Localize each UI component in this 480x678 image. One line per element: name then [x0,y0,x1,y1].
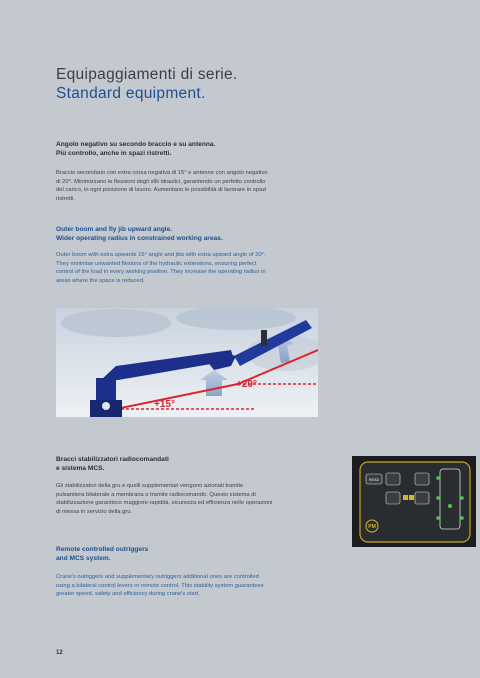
status-led-green [460,496,464,500]
status-led-green [436,496,440,500]
crane-hydraulic [261,330,267,346]
status-led-green [436,516,440,520]
angle-label-15: +15° [154,399,175,410]
panel-key [415,492,429,504]
heading-line: e sistema MCS. [56,465,105,472]
crane-angle-image [56,308,318,417]
read-button-label: READ [368,478,380,482]
section1-body-english [56,251,318,285]
panel-key [386,473,400,485]
body-line: Braccio secondario con extra corsa negativa di 15° e antenne con angolo negativo [56,170,268,176]
body-line: Crane's outriggers and supplementary outriggers additional ones are controlled [56,574,259,580]
body-line: They minimise unwanted flexions of the hydraulic extensions, ensuring perfect [56,260,257,267]
section1-heading-italian [56,140,326,158]
body-line: di messa in servizio della gru. [56,508,133,515]
indicator-yellow [409,495,414,500]
body-line: Gli stabilizzatori della gru e quelli supplementari vengono azionati tramite [56,483,244,489]
crane-pivot [102,402,110,410]
section1-heading-english [56,225,326,243]
status-led-green [436,476,440,480]
body-line: stabilizzazione garantisce maggiore rapidità, sicurezza ed efficienza nelle operazioni [56,500,273,507]
brand-logo-label: PM [368,524,376,530]
section1-body-italian [56,169,318,203]
body-line: di 20°. Minimizzano le flessioni degli sfili idraulici, garantendo un perfetto controllo [56,178,266,185]
panel-key [386,492,400,504]
panel-key [415,473,429,485]
heading-line: Più controllo, anche in spazi ristretti. [56,150,172,157]
control-panel-image [352,456,476,547]
status-led-green [448,504,452,508]
section2-heading-italian [56,455,326,473]
body-line: pulsantiera bilaterale a membrana o tramite radiocomando. Questo sistema di [56,491,256,498]
page-title-english: Standard equipment. [56,85,206,102]
heading-line: Angolo negativo su secondo braccio e su antenna. [56,141,216,148]
section2-body-italian [56,482,318,516]
angle-label-20: +20° [236,379,257,390]
heading-line: Remote controlled outriggers [56,546,149,553]
body-line: control of the load in every working position. They increase the operating radius in [56,269,266,276]
body-line: del carico, in ogni posizione di lavoro. Aumentano le possibilità di lavorare in spazi [56,187,267,194]
body-line: using a bilateral control levers or remote control. This stability system guarantees [56,582,264,589]
section2-body-english [56,573,318,599]
body-line: Outer boom with extra upwards 15° angle and jibs with extra upward angle of 20°. [56,252,266,258]
indicator-yellow [403,495,408,500]
page-title-italian: Equipaggiamenti di serie. [56,66,238,83]
page-number: 12 [56,650,63,656]
section2-heading-english [56,545,326,563]
heading-line: Bracci stabilizzatori radiocomandati [56,456,169,463]
cloud [61,309,171,337]
heading-line: Outer boom and fly jib upward angle. [56,226,173,233]
status-led-green [460,516,464,520]
body-line: ristretti. [56,195,76,202]
body-line: greater speed, safety and efficiency during crane's start. [56,591,200,598]
body-line: areas where the space is reduced. [56,277,145,284]
heading-line: Wider operating radius in constrained working areas. [56,235,223,242]
heading-line: and MCS system. [56,555,111,562]
